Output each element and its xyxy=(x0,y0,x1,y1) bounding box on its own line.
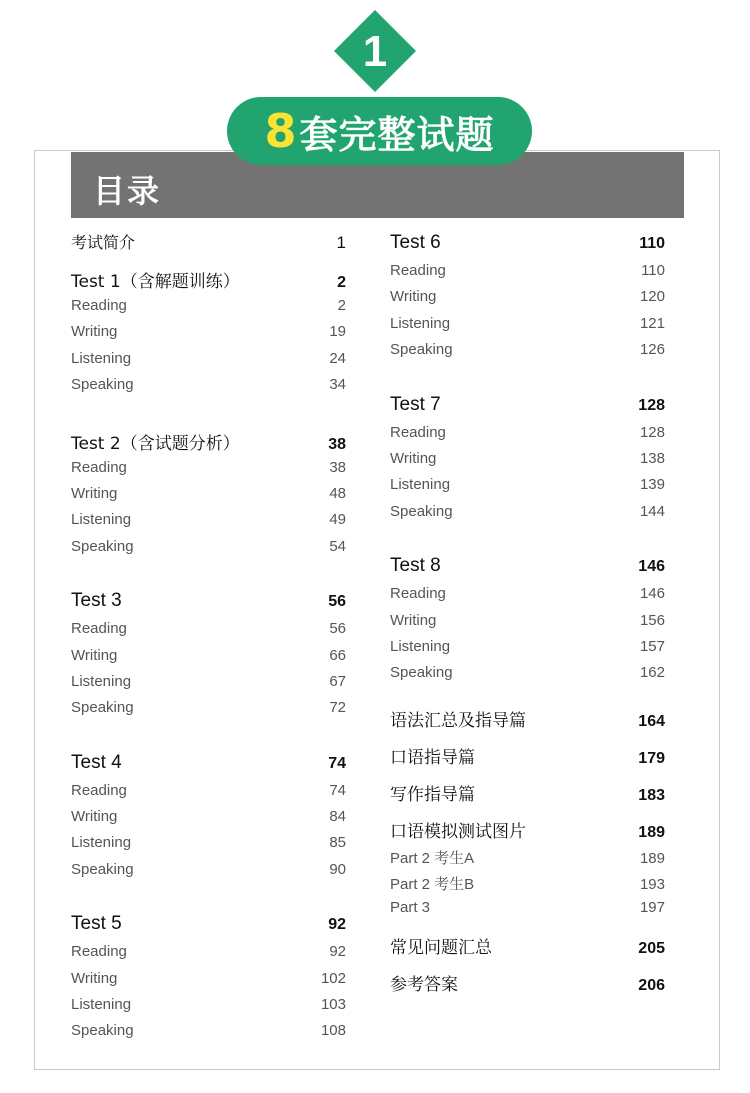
toc-item-label: Reading xyxy=(71,943,127,961)
page-title: 目录 xyxy=(93,172,162,210)
spacer xyxy=(71,887,346,906)
toc-heading-test-6[interactable] xyxy=(390,232,665,262)
badge-number: 1 xyxy=(362,27,388,76)
toc-item-label: Writing xyxy=(71,484,118,502)
toc-item-page: 67 xyxy=(329,672,346,690)
toc-item-label: Listening xyxy=(71,511,132,529)
toc-item[interactable] xyxy=(71,782,346,808)
toc-heading-page: 146 xyxy=(638,558,665,576)
toc-item-label: Speaking xyxy=(71,1022,134,1040)
toc-heading-test-2[interactable] xyxy=(71,429,346,459)
toc-item[interactable] xyxy=(390,476,665,502)
toc-item-page: 74 xyxy=(329,781,346,799)
toc-heading-test-3[interactable] xyxy=(71,590,346,620)
toc-item-page: 66 xyxy=(329,646,346,664)
toc-item-label: Listening xyxy=(71,672,132,690)
toc-item-page: 120 xyxy=(639,288,665,306)
toc-item-label: Listening xyxy=(71,996,132,1014)
toc-item[interactable] xyxy=(390,288,665,314)
toc-item-page: 19 xyxy=(329,323,346,341)
spacer xyxy=(71,403,346,422)
toc-item[interactable] xyxy=(71,620,346,646)
toc-item[interactable] xyxy=(71,297,346,323)
toc-item[interactable] xyxy=(71,459,346,485)
toc-item[interactable] xyxy=(71,996,346,1022)
toc-item-label: Reading xyxy=(390,585,446,603)
toc-heading-speaking-guide[interactable] xyxy=(390,743,665,773)
toc-item[interactable] xyxy=(71,1022,346,1048)
toc-item-label: Speaking xyxy=(71,376,134,394)
spacer xyxy=(390,529,665,548)
toc-heading-label: Test 3 xyxy=(71,590,122,612)
toc-item-page: 90 xyxy=(329,860,346,878)
toc-heading-test-1[interactable] xyxy=(71,267,346,297)
toc-item-page: 2 xyxy=(337,297,346,314)
toc-heading-test-8[interactable] xyxy=(390,555,665,585)
toc-heading-page: 206 xyxy=(638,976,665,994)
toc-item[interactable] xyxy=(71,350,346,376)
toc-item[interactable] xyxy=(390,873,665,899)
toc-heading-label: Test 5 xyxy=(71,913,122,935)
toc-item-label: Reading xyxy=(390,423,446,441)
toc-item[interactable] xyxy=(390,664,665,690)
toc-item-page: 108 xyxy=(320,1022,346,1040)
toc-right-column xyxy=(390,228,665,1000)
toc-item[interactable] xyxy=(71,699,346,725)
toc-item[interactable] xyxy=(390,899,665,925)
toc-heading-label: 常见问题汇总 xyxy=(390,937,492,958)
toc-item[interactable] xyxy=(71,323,346,349)
toc-item-page: 156 xyxy=(639,611,665,629)
toc-item[interactable] xyxy=(71,376,346,402)
toc-heading-label: Test 6 xyxy=(390,232,441,253)
toc-item-page: 85 xyxy=(329,834,346,852)
toc-item-page: 84 xyxy=(329,808,346,826)
toc-item-page: 193 xyxy=(639,876,665,894)
toc-item-page: 34 xyxy=(329,376,346,394)
toc-heading-label: Test 4 xyxy=(71,751,122,773)
toc-item[interactable] xyxy=(390,503,665,529)
toc-heading-page: 179 xyxy=(638,749,665,767)
toc-heading-label: Test 1（含解题训练） xyxy=(71,272,240,292)
toc-item[interactable] xyxy=(390,341,665,367)
toc-heading-label: Test 2（含试题分析） xyxy=(71,433,240,454)
toc-item[interactable] xyxy=(390,315,665,341)
toc-entry-label: 考试简介 xyxy=(71,233,136,252)
toc-item[interactable] xyxy=(71,647,346,673)
toc-heading-label: 参考答案 xyxy=(390,974,458,995)
toc-item-label: Reading xyxy=(71,620,127,638)
toc-heading-test-5[interactable] xyxy=(71,913,346,943)
toc-item-label: Writing xyxy=(390,449,437,467)
toc-heading-page: 74 xyxy=(328,754,346,772)
toc-item-page: 138 xyxy=(639,449,665,467)
toc-heading-label: 语法汇总及指导篇 xyxy=(390,710,526,731)
toc-item[interactable] xyxy=(71,970,346,996)
toc-heading-test-7[interactable] xyxy=(390,394,665,424)
toc-item[interactable] xyxy=(71,861,346,887)
toc-item-label: Speaking xyxy=(71,537,134,555)
toc-entry-page: 1 xyxy=(336,233,346,252)
spacer xyxy=(71,564,346,583)
toc-item-label: Listening xyxy=(390,476,451,494)
toc-item-label: Listening xyxy=(71,834,132,852)
toc-heading-writing-guide[interactable] xyxy=(390,780,665,810)
toc-item-page: 103 xyxy=(320,996,346,1014)
toc-item-page: 38 xyxy=(329,458,346,476)
toc-item[interactable] xyxy=(71,673,346,699)
toc-item[interactable] xyxy=(390,585,665,611)
toc-item-label: Writing xyxy=(71,646,118,664)
toc-item-label: Writing xyxy=(71,808,118,826)
toc-item[interactable] xyxy=(71,834,346,860)
toc-item[interactable] xyxy=(390,847,665,873)
toc-item-page: 72 xyxy=(329,699,346,717)
banner-number: 8 xyxy=(264,104,298,158)
toc-item-label: Speaking xyxy=(71,860,134,878)
toc-heading-page: 164 xyxy=(638,712,665,730)
toc-left-column xyxy=(71,228,346,1049)
toc-item-label: Part 3 xyxy=(390,899,431,917)
toc-item-page: 126 xyxy=(639,341,665,359)
toc-heading-grammar[interactable] xyxy=(390,706,665,736)
toc-item[interactable] xyxy=(390,612,665,638)
toc-item-page: 92 xyxy=(329,943,346,961)
spacer xyxy=(71,726,346,745)
toc-heading-page: 38 xyxy=(328,435,346,453)
toc-heading-label: 口语模拟测试图片 xyxy=(390,821,526,842)
toc-item-page: 162 xyxy=(639,664,665,682)
toc-item-label: Speaking xyxy=(390,502,453,520)
toc-item-page: 144 xyxy=(639,502,665,520)
toc-item[interactable] xyxy=(390,424,665,450)
toc-item-page: 189 xyxy=(639,849,665,867)
toc-heading-page: 205 xyxy=(638,939,665,957)
toc-item-label: Listening xyxy=(71,349,132,367)
toc-item-page: 54 xyxy=(329,537,346,555)
toc-heading-page: 92 xyxy=(328,916,346,934)
toc-item[interactable] xyxy=(71,808,346,834)
toc-item-label: Reading xyxy=(71,781,127,799)
toc-heading-mock-pictures[interactable] xyxy=(390,817,665,847)
toc-item-label: Reading xyxy=(71,297,127,314)
toc-item-page: 24 xyxy=(329,349,346,367)
toc-item-label: Part 2 考生A xyxy=(390,849,475,867)
toc-item-label: Listening xyxy=(390,637,451,655)
toc-item-label: Speaking xyxy=(390,341,453,359)
toc-item-label: Writing xyxy=(71,323,118,341)
toc-heading-page: 183 xyxy=(638,786,665,804)
toc-item[interactable] xyxy=(71,511,346,537)
toc-item-label: Reading xyxy=(71,458,127,476)
toc-item[interactable] xyxy=(390,450,665,476)
toc-item-label: Speaking xyxy=(71,699,134,717)
toc-item-page: 197 xyxy=(639,899,665,917)
toc-item-label: Reading xyxy=(390,262,446,279)
toc-item-page: 110 xyxy=(641,262,665,279)
toc-item-page: 128 xyxy=(639,423,665,441)
toc-heading-answers[interactable] xyxy=(390,970,665,1000)
toc-heading-page: 2 xyxy=(337,274,346,291)
toc-item[interactable] xyxy=(390,638,665,664)
toc-item-label: Writing xyxy=(71,969,118,987)
toc-heading-label: Test 8 xyxy=(390,555,441,577)
toc-item-page: 121 xyxy=(639,314,665,332)
toc-item-label: Writing xyxy=(390,611,437,629)
toc-heading-page: 110 xyxy=(639,235,665,252)
toc-heading-page: 128 xyxy=(638,396,665,414)
toc-heading-page: 56 xyxy=(328,593,346,611)
toc-item-page: 102 xyxy=(320,969,346,987)
toc-heading-label: Test 7 xyxy=(390,393,441,415)
toc-item-label: Writing xyxy=(390,288,437,306)
toc-heading-faq[interactable] xyxy=(390,933,665,963)
banner-text: 套完整试题 xyxy=(299,112,495,157)
toc-item[interactable] xyxy=(71,538,346,564)
toc-entry-intro[interactable] xyxy=(71,230,346,260)
spacer xyxy=(390,368,665,387)
toc-item-page: 49 xyxy=(329,511,346,529)
toc-item-label: Speaking xyxy=(390,664,453,682)
toc-item-page: 139 xyxy=(639,476,665,494)
toc-item-label: Part 2 考生B xyxy=(390,876,475,894)
toc-item-page: 157 xyxy=(639,637,665,655)
toc-item-label: Listening xyxy=(390,314,451,332)
toc-item[interactable] xyxy=(71,485,346,511)
banner xyxy=(227,97,532,165)
spacer xyxy=(390,691,665,699)
toc-item[interactable] xyxy=(390,262,665,288)
toc-heading-label: 口语指导篇 xyxy=(390,747,475,768)
toc-item[interactable] xyxy=(71,943,346,969)
toc-heading-label: 写作指导篇 xyxy=(390,784,475,805)
toc-item-page: 56 xyxy=(329,620,346,638)
toc-item-page: 146 xyxy=(639,585,665,603)
toc-item-page: 48 xyxy=(329,484,346,502)
toc-heading-page: 189 xyxy=(638,823,665,841)
toc-heading-test-4[interactable] xyxy=(71,752,346,782)
